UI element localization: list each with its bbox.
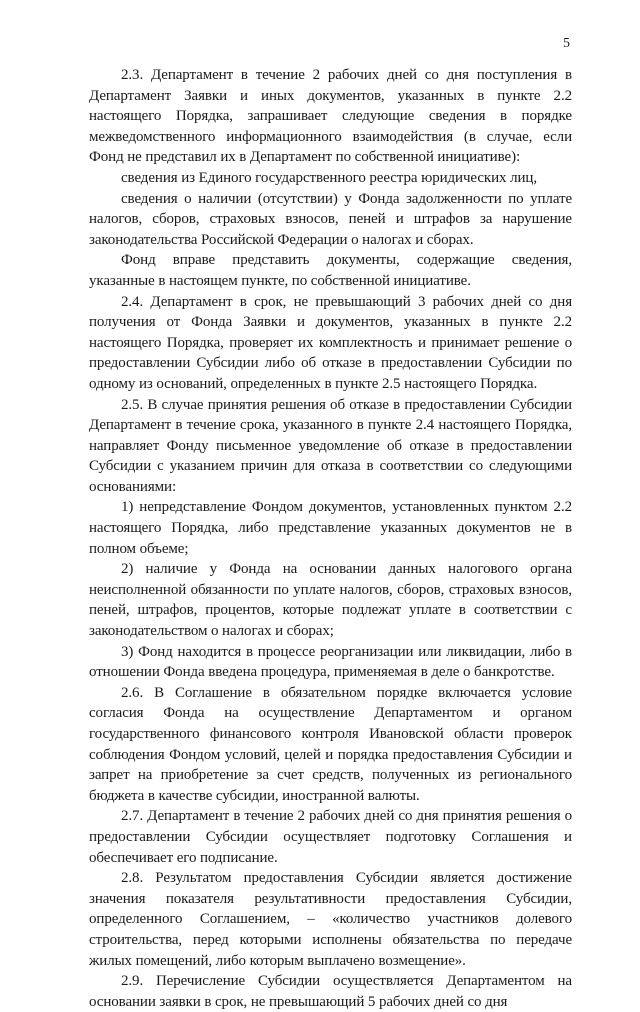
paragraph-2-6: 2.6. В Соглашение в обязательном порядке включается условие согласия Фонда на осуществление Департаментом и органом государственного финансового контроля Ивановской области проверок соблюдения Фондом условий, целей и порядка предоставления Субсидии и запрет на приобретение за счет средств, полученных из регионального бюджета в качестве субсидии, иностранной валюты. [89, 684, 572, 804]
paragraph-tax-debt-info: сведения о наличии (отсутствии) у Фонда задолженности по уплате налогов, сборов, страховых взносов, пеней и штрафов за нарушение законодательства Российской Федерации о налогах и сборах. [89, 190, 572, 248]
paragraph-ground-3: 3) Фонд находится в процессе реорганизации или ликвидации, либо в отношении Фонда введена процедура, применяемая в деле о банкротстве. [89, 643, 572, 681]
paragraph-fund-initiative: Фонд вправе представить документы, содержащие сведения, указанные в настоящем пункте, по собственной инициативе. [89, 252, 572, 289]
document-body [89, 65, 572, 1012]
paragraph-2-9: 2.9. Перечисление Субсидии осуществляется Департаментом на основании заявки в срок, не превышающий 5 рабочих дней со дня [89, 973, 572, 1010]
paragraph-2-5: 2.5. В случае принятия решения об отказе в предоставлении Субсидии Департамент в течение срока, указанного в пункте 2.4 настоящего Порядка, направляет Фонду письменное уведомление об отказе в предоставлении Субсидии с указанием причин для отказа в соответствии со следующими основаниями: [89, 396, 572, 495]
paragraph-egrul-info: сведения из Единого государственного реестра юридических лиц, [121, 169, 537, 186]
paragraph-2-4: 2.4. Департамент в срок, не превышающий 3 рабочих дней со дня получения от Фонда Заявки и документов, указанных в пункте 2.2 настоящего Порядка, проверяет их комплектность и принимает решение о предоставлении Субсидии либо об отказе в предоставлении Субсидии по одному из оснований, определенных в пункте 2.5 настоящего Порядка. [89, 293, 572, 392]
paragraph-ground-2: 2) наличие у Фонда на основании данных налогового органа неисполненной обязанности по уплате налогов, сборов, страховых взносов, пеней, штрафов, процентов, которые подлежат уплате в соответствии с законодательством о налогах и сборах; [89, 561, 572, 640]
paragraph-ground-1: 1) непредставление Фондом документов, установленных пунктом 2.2 настоящего Порядка, либо представление указанных документов не в полном объеме; [89, 499, 572, 557]
paragraph-2-3: 2.3. Департамент в течение 2 рабочих дней со дня поступления в Департамент Заявки и иных документов, указанных в пункте 2.2 настоящего Порядка, запрашивает следующие сведения в порядке межведомственного информационного взаимодействия (в случае, если Фонд не представил их в Департамент по собственной инициативе): [89, 67, 572, 166]
paragraph-2-7: 2.7. Департамент в течение 2 рабочих дней со дня принятия решения о предоставлении Субсидии осуществляет подготовку Соглашения и обеспечивает его подписание. [89, 808, 572, 866]
paragraph-2-8: 2.8. Результатом предоставления Субсидии является достижение значения показателя результативности предоставления Субсидии, определенного Соглашением, – «количество участников долевого строительства, перед которыми исполнены обязательства по передаче жилых помещений, либо которым выплачено возмещение». [89, 870, 572, 969]
page-number: 5 [563, 36, 570, 51]
